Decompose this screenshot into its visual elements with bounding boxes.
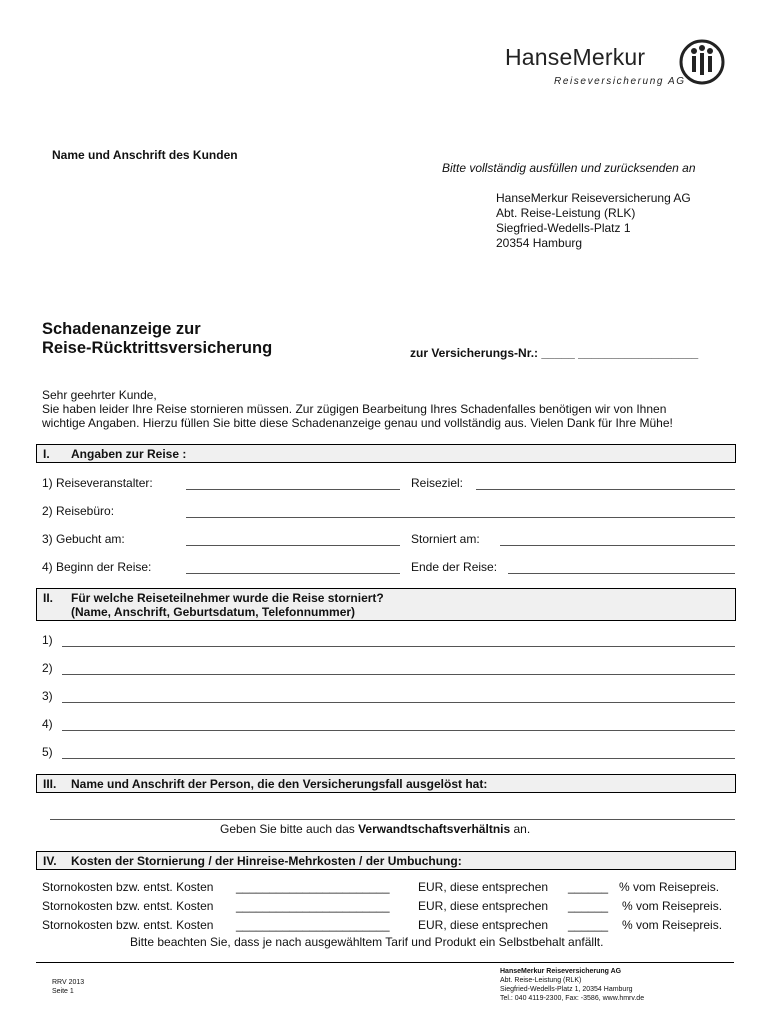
participant-number: 5) (42, 745, 53, 759)
participant-field[interactable] (62, 702, 735, 703)
destination-field[interactable] (476, 489, 735, 490)
form-title-line2: Reise-Rücktrittsversicherung (42, 339, 273, 357)
cost-percent-text: % vom Reisepreis. (622, 918, 723, 932)
hansemerkur-logo-icon (678, 38, 726, 86)
cost-label: Stornokosten bzw. entst. Kosten (42, 899, 214, 913)
cost-percent-text: % vom Reisepreis. (619, 880, 720, 894)
form-title-line1: Schadenanzeige zur (42, 320, 201, 338)
participant-field[interactable] (62, 674, 735, 675)
cost-percent-field[interactable]: ______ (568, 918, 609, 932)
section-2-header (36, 588, 736, 621)
cost-amount-field[interactable]: _______________________ (236, 899, 390, 913)
footer-contact: Tel.: 040 4119-2300, Fax: -3586, www.hmrv.de (500, 995, 645, 1002)
address-line: 20354 Hamburg (496, 236, 583, 250)
section-number: III. (43, 777, 57, 791)
cost-row (42, 897, 742, 916)
address-line: HanseMerkur Reiseversicherung AG (496, 191, 691, 205)
greeting: Sehr geehrter Kunde, (42, 388, 157, 402)
cost-eur-text: EUR, diese entsprechen (418, 899, 549, 913)
cost-eur-text: EUR, diese entsprechen (418, 918, 549, 932)
company-logo-subtitle: Reiseversicherung AG (554, 76, 686, 87)
cost-label: Stornokosten bzw. entst. Kosten (42, 880, 214, 894)
organizer-field[interactable] (186, 489, 400, 490)
cost-label: Stornokosten bzw. entst. Kosten (42, 918, 214, 932)
footer-right (500, 967, 644, 1003)
trip-start-field[interactable] (186, 573, 400, 574)
footer-divider (36, 962, 734, 963)
booked-date-field[interactable] (186, 545, 400, 546)
policy-number-field[interactable]: zur Versicherungs-Nr.: _____ __________________ (410, 346, 699, 360)
address-line: Siegfried-Wedells-Platz 1 (496, 221, 631, 235)
trip-end-field[interactable] (508, 573, 735, 574)
cost-amount-field[interactable]: _______________________ (236, 880, 390, 894)
participant-number: 1) (42, 633, 53, 647)
deductible-note: Bitte beachten Sie, dass je nach ausgewähltem Tarif und Produkt ein Selbstbehalt anfällt. (130, 935, 604, 949)
intro-line1: Sie haben leider Ihre Reise stornieren müssen. Zur zügigen Bearbeitung Ihres Schadenfalles benötigen wir von Ihnen (42, 402, 667, 416)
agency-label: 2) Reisebüro: (42, 504, 115, 518)
cancelled-label: Storniert am: (411, 532, 480, 546)
relation-note-emphasis: Verwandtschaftsverhältnis (358, 822, 511, 836)
section-number: IV. (43, 854, 57, 868)
trip-end-label: Ende der Reise: (411, 560, 498, 574)
footer-address: Siegfried-Wedells-Platz 1, 20354 Hamburg (500, 986, 633, 993)
relation-note-text: Geben Sie bitte auch das (220, 822, 359, 836)
cost-percent-field[interactable]: ______ (568, 880, 609, 894)
participant-number: 3) (42, 689, 53, 703)
section-number: I. (43, 447, 50, 461)
section-4-header (36, 851, 736, 870)
relation-note (220, 822, 530, 836)
relation-note-end: an. (510, 822, 531, 836)
organizer-label: 1) Reiseveranstalter: (42, 476, 153, 490)
section-title: Angaben zur Reise : (71, 447, 187, 461)
intro-text (42, 388, 673, 430)
section-title: Kosten der Stornierung / der Hinreise-Mehrkosten / der Umbuchung: (71, 854, 462, 868)
participant-field[interactable] (62, 758, 735, 759)
form-title (42, 320, 272, 358)
section-title: Für welche Reiseteilnehmer wurde die Reise storniert? (71, 591, 384, 605)
section-1-header (36, 444, 736, 463)
cost-percent-text: % vom Reisepreis. (622, 899, 723, 913)
section-number: II. (43, 591, 54, 605)
return-address (496, 191, 691, 251)
participant-field[interactable] (62, 730, 735, 731)
company-logo-name: HanseMerkur (505, 44, 646, 70)
footer-left (52, 978, 84, 996)
section-title: Name und Anschrift der Person, die den Versicherungsfall ausgelöst hat: (71, 777, 488, 791)
destination-label: Reiseziel: (411, 476, 464, 490)
customer-name-address-label: Name und Anschrift des Kunden (52, 148, 238, 162)
section-3-header (36, 774, 736, 793)
responsible-person-field[interactable] (50, 819, 735, 820)
cost-eur-text: EUR, diese entsprechen (418, 880, 549, 894)
participant-number: 4) (42, 717, 53, 731)
booked-label: 3) Gebucht am: (42, 532, 125, 546)
trip-start-label: 4) Beginn der Reise: (42, 560, 152, 574)
form-code: RRV 2013 (52, 979, 85, 986)
cost-percent-field[interactable]: ______ (568, 899, 609, 913)
cost-rows (42, 878, 742, 935)
cost-row (42, 878, 742, 897)
footer-company: HanseMerkur Reiseversicherung AG (500, 968, 622, 975)
participant-field[interactable] (62, 646, 735, 647)
participant-number: 2) (42, 661, 53, 675)
cost-amount-field[interactable]: _______________________ (236, 918, 390, 932)
cancelled-date-field[interactable] (500, 545, 735, 546)
page-number: Seite 1 (52, 988, 74, 995)
section-subtitle: (Name, Anschrift, Geburtsdatum, Telefonnummer) (71, 605, 356, 619)
address-line: Abt. Reise-Leistung (RLK) (496, 206, 636, 220)
intro-line2: wichtige Angaben. Hierzu füllen Sie bitte diese Schadenanzeige genau und vollständig aus. Vielen Dank für Ihre Mühe! (42, 416, 673, 430)
agency-field[interactable] (186, 517, 735, 518)
cost-row (42, 916, 742, 935)
footer-dept: Abt. Reise-Leistung (RLK) (500, 977, 582, 984)
return-note: Bitte vollständig ausfüllen und zurücksenden an (442, 161, 696, 175)
